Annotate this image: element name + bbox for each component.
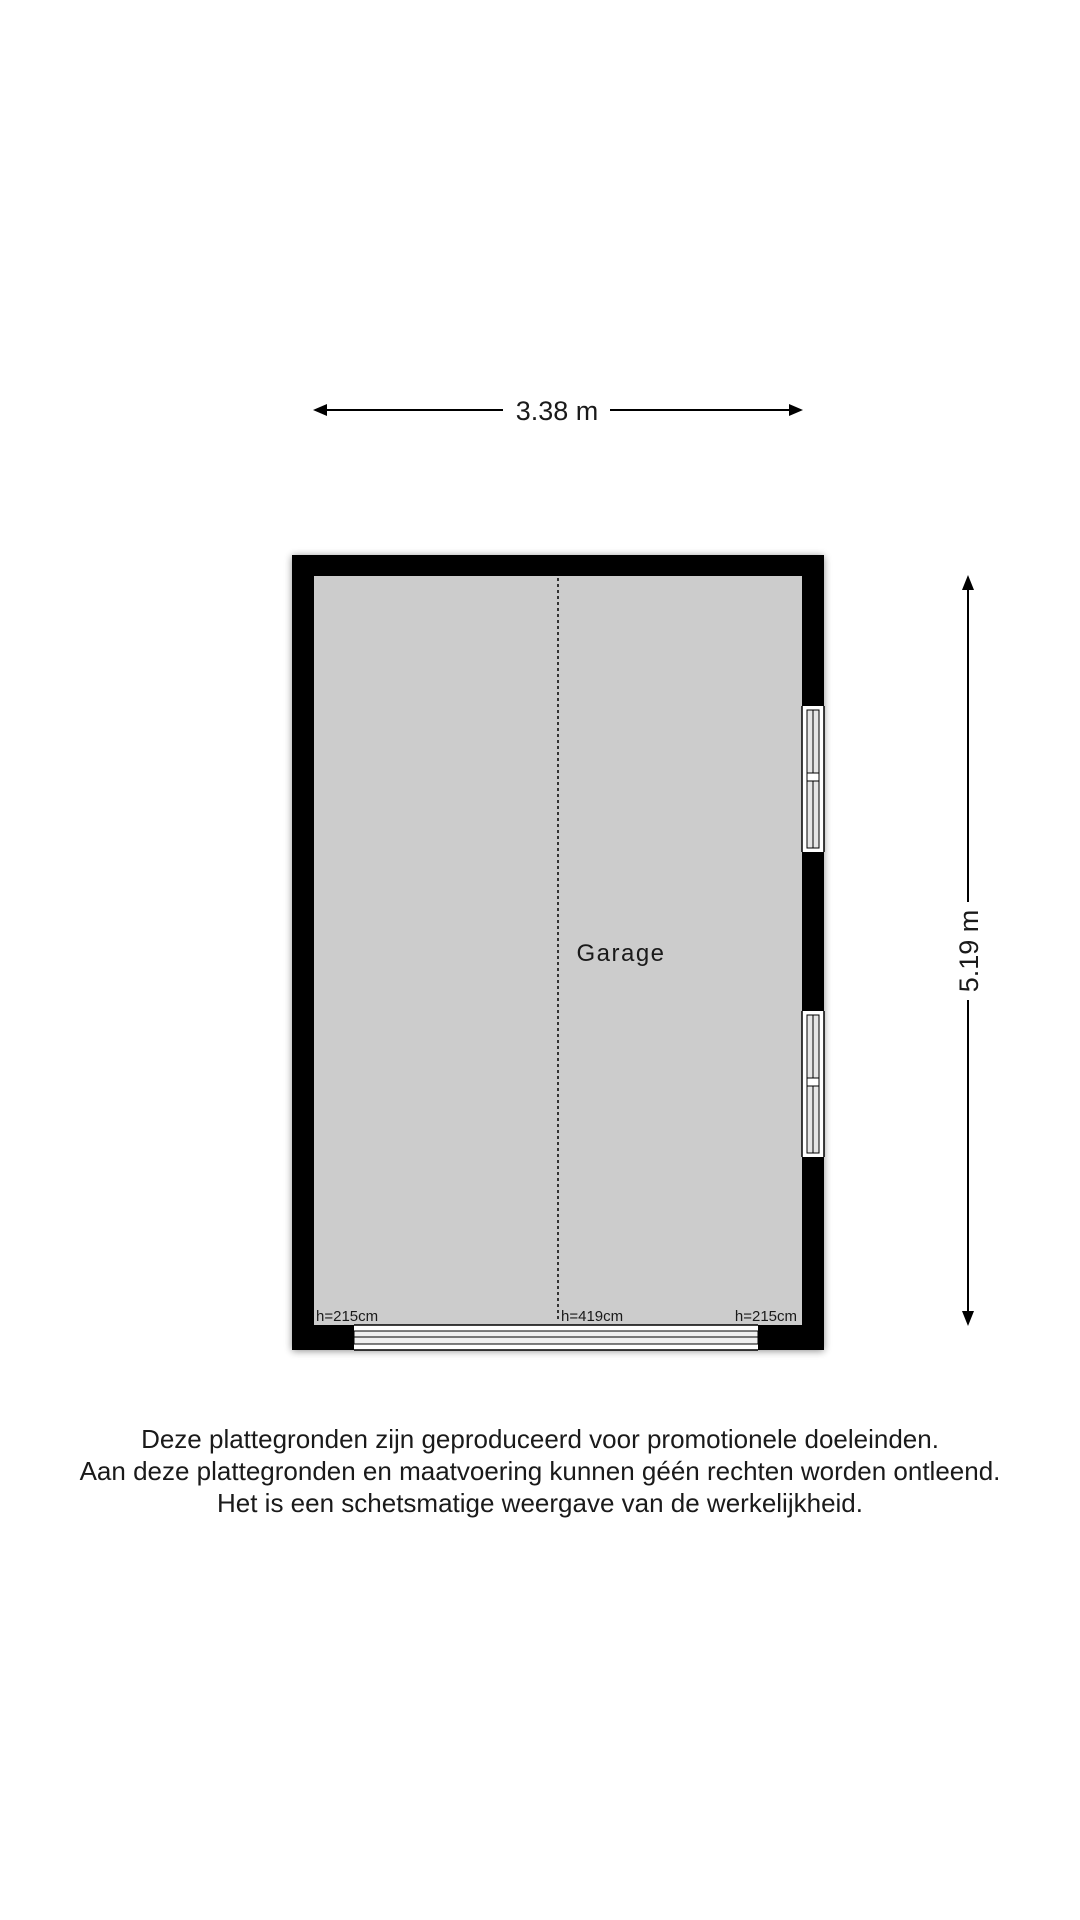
height-label-center: h=419cm (561, 1308, 624, 1325)
width-dimension-label: 3.38 m (515, 396, 599, 426)
disclaimer (0, 1423, 1080, 1519)
disclaimer-line-1: Deze plattegronden zijn geproduceerd voor promotionele doeleinden. (141, 1424, 939, 1454)
depth-arrow-top (962, 575, 974, 590)
depth-arrow-bottom (962, 1311, 974, 1326)
disclaimer-line-2: Aan deze plattegronden en maatvoering kunnen géén rechten worden ontleend. (79, 1456, 1001, 1486)
depth-dimension (954, 575, 984, 1326)
height-label-right: h=215cm (734, 1308, 797, 1325)
width-dimension (313, 396, 803, 426)
window-lower (802, 1011, 824, 1157)
disclaimer-line-3: Het is een schetsmatige weergave van de werkelijkheid. (216, 1488, 863, 1518)
width-arrow-left (313, 404, 327, 416)
height-label-left: h=215cm (316, 1308, 379, 1325)
depth-dimension-label: 5.19 m (954, 909, 984, 993)
garage-door (354, 1325, 758, 1350)
window-upper (802, 706, 824, 852)
room-label-garage: Garage (576, 940, 666, 967)
width-arrow-right (789, 404, 803, 416)
